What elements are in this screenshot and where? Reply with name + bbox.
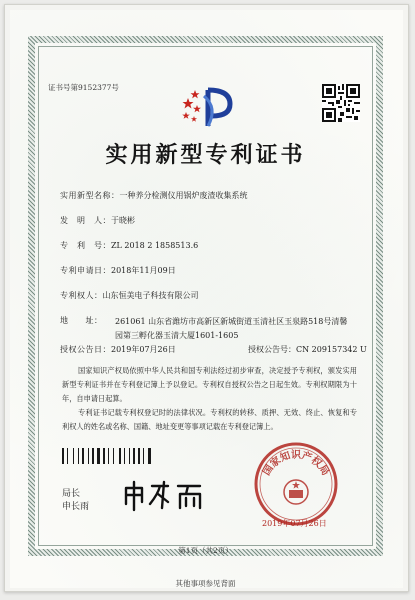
- barcode-bar: [65, 448, 66, 464]
- field-inventor: [60, 215, 135, 226]
- barcode-bar: [131, 448, 132, 464]
- barcode-bar: [69, 448, 72, 464]
- barcode-bar: [67, 448, 68, 464]
- field-label: 专利申请日：: [60, 266, 111, 275]
- barcode-bar: [80, 448, 81, 464]
- field-filing-date: [60, 265, 176, 276]
- director-signature: [118, 478, 218, 512]
- field-label: 发 明 人：: [60, 216, 111, 225]
- barcode-bar: [73, 448, 74, 464]
- paragraph-legal-status: 专利证书记载专利权登记时的法律状况。专利权的转移、质押、无效、终止、恢复和专利权人的姓名或名称、国籍、地址变更等事项记载在专利登记簿上。: [62, 408, 357, 431]
- seal-date: 2019年07月26日: [262, 519, 327, 528]
- barcode-bar: [103, 448, 105, 464]
- field-value: ZL 2018 2 1858513.6: [111, 241, 199, 250]
- field-value: 2019年07月26日: [111, 345, 176, 354]
- field-utility-model-name: [60, 190, 248, 201]
- barcode-bar: [88, 448, 89, 464]
- field-label: 实用新型名称：: [60, 191, 120, 200]
- field-value: 于晓彬: [111, 216, 135, 225]
- field-value: 2018年11月09日: [111, 266, 176, 275]
- barcode-bar: [75, 448, 77, 464]
- field-patent-number: [60, 240, 198, 251]
- barcode: [62, 448, 154, 464]
- field-value: 一种养分检测仪用锅炉废渣收集系统: [119, 191, 248, 200]
- qr-code: [322, 84, 360, 122]
- barcode-bar: [122, 448, 123, 464]
- field-address-value: 261061 山东省潍坊市高新区新城街道玉清社区玉泉路518号清馨园第三孵化器玉清大厦1601-1605: [115, 317, 348, 340]
- field-label: 授权公告号：: [248, 345, 296, 354]
- field-publication-number: [248, 344, 367, 355]
- barcode-bar: [113, 448, 114, 464]
- director-label: 局长: [62, 489, 81, 499]
- barcode-bar: [90, 448, 91, 464]
- footer-note: 其他事项参见背面: [175, 579, 236, 588]
- barcode-bar: [85, 448, 88, 464]
- barcode-bar: [145, 448, 147, 464]
- certificate-number: 证书号第9152377号: [48, 83, 119, 92]
- barcode-bar: [136, 448, 137, 464]
- director-name: 申长雨: [62, 502, 90, 512]
- barcode-bar: [101, 448, 102, 464]
- barcode-bar: [126, 448, 128, 464]
- barcode-bar: [92, 448, 94, 464]
- field-label: 授权公告日：: [60, 345, 111, 354]
- barcode-bar: [97, 448, 100, 464]
- barcode-bar: [143, 448, 144, 464]
- official-seal: [252, 440, 340, 528]
- barcode-bar: [152, 448, 153, 464]
- barcode-bar: [138, 448, 140, 464]
- barcode-bar: [110, 448, 112, 464]
- national-emblem-icon: [284, 480, 308, 504]
- field-patentee: [60, 290, 199, 301]
- barcode-bar: [78, 448, 79, 464]
- certificate-title: 实用新型专利证书: [105, 142, 306, 168]
- barcode-bar: [148, 448, 151, 464]
- director-title: [62, 488, 89, 514]
- barcode-bar: [82, 448, 84, 464]
- page-number: 第1页（共2页）: [178, 546, 233, 555]
- field-value: 山东恒美电子科技有限公司: [102, 291, 199, 300]
- patent-office-logo: [178, 86, 240, 130]
- stars-icon: [182, 90, 201, 122]
- field-label: 地 址：: [60, 316, 103, 325]
- field-label: 专 利 号：: [60, 241, 111, 250]
- barcode-bar: [115, 448, 118, 464]
- barcode-bar: [108, 448, 109, 464]
- svg-text:国家知识产权局: 国家知识产权局: [261, 450, 331, 478]
- field-address-label-row: [60, 315, 120, 326]
- paragraph-grant-statement: 国家知识产权局依照中华人民共和国专利法经过初步审查，决定授予专利权，颁发实用新型专利证书并在专利登记簿上予以登记。专利权自授权公告之日起生效。专利权期限为十年，自申请日起算。: [62, 366, 357, 403]
- barcode-bar: [124, 448, 125, 464]
- barcode-bar: [119, 448, 121, 464]
- barcode-bar: [133, 448, 136, 464]
- barcode-bar: [95, 448, 96, 464]
- barcode-bar: [62, 448, 64, 464]
- field-value: CN 209157342 U: [296, 345, 367, 354]
- field-label: 专利权人：: [60, 291, 103, 300]
- barcode-bar: [106, 448, 107, 464]
- barcode-bar: [129, 448, 130, 464]
- field-grant-date: [60, 344, 176, 355]
- barcode-bar: [141, 448, 142, 464]
